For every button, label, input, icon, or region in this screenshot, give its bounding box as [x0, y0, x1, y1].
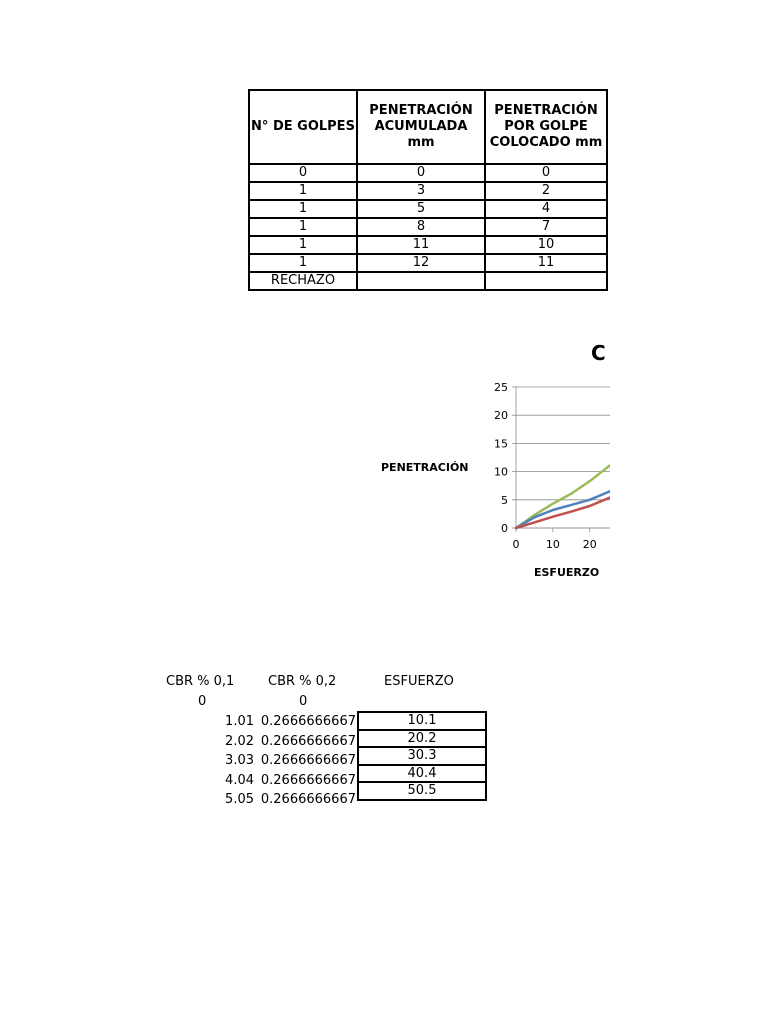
cell-por-golpe: 0: [485, 164, 607, 182]
cell-por-golpe: [485, 272, 607, 290]
cell-por-golpe: 11: [485, 254, 607, 272]
x-tick-label: 0: [512, 538, 520, 551]
cbr-value-a: 4.04: [225, 772, 254, 788]
table-row: [249, 218, 607, 236]
cell-acumulada: 12: [357, 254, 485, 272]
cbr-value-b: 0.2666666667: [260, 772, 356, 788]
cell-acumulada: [357, 272, 485, 290]
cbr-value-a: 1.01: [225, 714, 254, 729]
cbr-value-a: 5.05: [225, 792, 254, 807]
table-row: [249, 200, 607, 218]
y-tick-label: 15: [494, 437, 508, 451]
cell-por-golpe: 4: [485, 200, 607, 218]
table-row: [249, 236, 607, 254]
cell-esfuerzo: 20.2: [358, 730, 486, 748]
table-row: [358, 712, 486, 730]
cell-esfuerzo: 40.4: [358, 765, 486, 783]
cell-esfuerzo: 30.3: [358, 747, 486, 765]
header-line: mm: [407, 135, 435, 150]
cbr-value-b: 0.2666666667: [260, 733, 356, 749]
cbr-zero-b: 0: [299, 694, 308, 709]
cell-golpes: 1: [249, 236, 357, 254]
esfuerzo-table: [357, 711, 487, 801]
cell-por-golpe: 7: [485, 218, 607, 236]
header-cbr-01: CBR % 0,1: [166, 674, 235, 689]
header-line: PENETRACIÓN: [494, 103, 598, 118]
header-line: ACUMULADA: [374, 119, 468, 134]
header-golpes: [249, 90, 357, 164]
cell-golpes: 0: [249, 164, 357, 182]
table-row: [249, 164, 607, 182]
cell-esfuerzo: 10.1: [358, 712, 486, 730]
cell-golpes: 1: [249, 182, 357, 200]
header-esfuerzo: ESFUERZO: [384, 674, 454, 689]
cell-golpes: 1: [249, 218, 357, 236]
cell-golpes: 1: [249, 200, 357, 218]
table-row: [358, 747, 486, 765]
y-tick-label: 5: [501, 493, 508, 507]
header-cbr-02: CBR % 0,2: [268, 674, 337, 689]
golpes-header-row: [249, 90, 607, 164]
chart-ylabel: PENETRACIÓN: [381, 461, 469, 474]
cell-golpes: RECHAZO: [249, 272, 357, 290]
header-line: PENETRACIÓN: [369, 103, 473, 118]
chart-ticks: [494, 381, 597, 551]
series-line-2: [516, 498, 610, 529]
cell-acumulada: 8: [357, 218, 485, 236]
y-tick-label: 10: [494, 465, 508, 479]
table-row: [358, 782, 486, 800]
table-row: [249, 254, 607, 272]
header-line: POR GOLPE: [504, 119, 588, 134]
y-tick-label: 25: [494, 381, 508, 394]
y-tick-label: 0: [501, 522, 508, 535]
cell-golpes: 1: [249, 254, 357, 272]
cell-esfuerzo: 50.5: [358, 782, 486, 800]
golpes-table: [248, 89, 608, 291]
cell-por-golpe: 2: [485, 182, 607, 200]
y-tick-label: 20: [494, 409, 508, 423]
chart-xlabel: ESFUERZO: [534, 566, 600, 579]
cell-acumulada: 0: [357, 164, 485, 182]
cbr-value-a: 3.03: [225, 753, 254, 768]
cbr-value-b: 0.2666666667: [260, 792, 356, 807]
cbr-value-b: 0.2666666667: [260, 714, 356, 729]
x-tick-label: 20: [582, 538, 597, 551]
cbr-value-a: 2.02: [225, 733, 254, 749]
header-penetracion-acumulada: [357, 90, 485, 164]
penetracion-chart: [370, 335, 610, 585]
cbr-zero-a: 0: [198, 694, 207, 709]
table-row: [358, 765, 486, 783]
cell-por-golpe: 10: [485, 236, 607, 254]
table-row-rechazo: [249, 272, 607, 290]
table-row: [249, 182, 607, 200]
header-golpes-line: N° DE GOLPES: [251, 119, 355, 134]
cell-acumulada: 5: [357, 200, 485, 218]
cell-acumulada: 3: [357, 182, 485, 200]
table-row: [358, 730, 486, 748]
chart-title: C: [591, 341, 606, 365]
header-line: COLOCADO mm: [489, 135, 603, 150]
x-tick-label: 10: [545, 538, 560, 551]
chart-axes: [516, 387, 610, 532]
cbr-value-b: 0.2666666667: [260, 753, 356, 768]
chart-series: [516, 465, 610, 528]
cell-acumulada: 11: [357, 236, 485, 254]
header-penetracion-por-golpe: [485, 90, 607, 164]
